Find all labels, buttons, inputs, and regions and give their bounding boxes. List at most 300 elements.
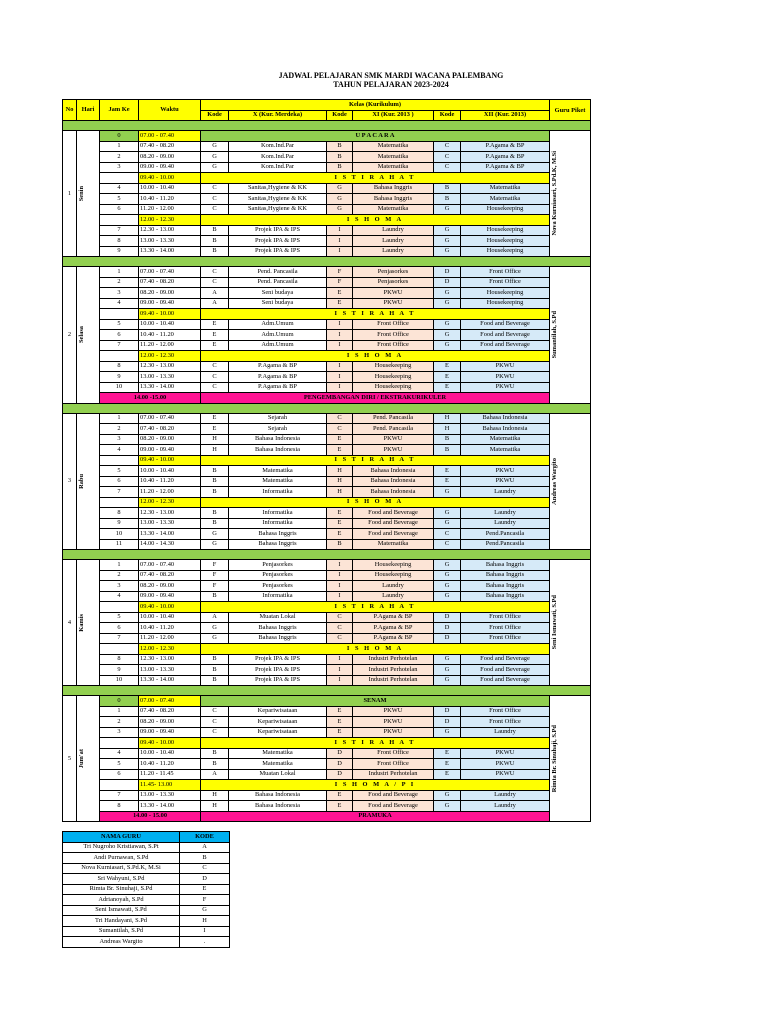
code-xii: G (434, 298, 461, 309)
code-xi: G (327, 194, 353, 205)
subject-xii: Front Office (461, 717, 550, 728)
time-cell: 13.00 - 13.30 (139, 790, 201, 801)
jam-ke-cell (100, 455, 139, 466)
time-cell: 07.40 - 08.20 (139, 141, 201, 152)
code-x: G (201, 539, 229, 550)
subject-xii: Front Office (461, 706, 550, 717)
subject-xi: PKWU (353, 288, 434, 299)
subject-xi: Laundry (353, 591, 434, 602)
jam-ke-cell: 9 (100, 372, 139, 383)
teacher-name: Adrianoyah, S.Pd (63, 895, 180, 906)
teacher-code: D (180, 874, 230, 885)
table-row (63, 466, 591, 477)
code-xi: I (327, 319, 353, 330)
subject-xii: P.Agama & BP (461, 141, 550, 152)
subject-xi: Housekeeping (353, 560, 434, 571)
subject-xi: Food and Beverage (353, 801, 434, 812)
code-x: H (201, 445, 229, 456)
doc-title: JADWAL PELAJARAN SMK MARDI WACANA PALEMBANG (278, 71, 504, 80)
code-x: C (201, 717, 229, 728)
subject-xi: P.Agama & BP (353, 633, 434, 644)
jam-ke-cell: 3 (100, 434, 139, 445)
header-row-1 (63, 100, 591, 111)
subject-x: Kom.Ind.Par (229, 152, 327, 163)
table-row (63, 382, 591, 393)
jam-ke-cell: 1 (100, 706, 139, 717)
time-cell: 13.00 - 13.30 (139, 665, 201, 676)
jam-ke-cell: 10 (100, 382, 139, 393)
table-row (63, 759, 591, 770)
jam-ke-cell: 7 (100, 225, 139, 236)
code-xi: H (327, 487, 353, 498)
code-x: B (201, 518, 229, 529)
time-cell: 14.00 - 15.00 (100, 811, 201, 822)
table-row (63, 518, 591, 529)
code-xi: I (327, 675, 353, 686)
teacher-code: H (180, 916, 230, 927)
code-xii: G (434, 801, 461, 812)
activity-label: I S T I R A H A T (201, 455, 550, 466)
code-xii: G (434, 225, 461, 236)
table-row (63, 162, 591, 173)
table-row (63, 173, 591, 184)
subject-x: Kom.Ind.Par (229, 162, 327, 173)
code-xii: G (434, 246, 461, 257)
table-row (63, 183, 591, 194)
code-xi: I (327, 246, 353, 257)
subject-xi: Food and Beverage (353, 790, 434, 801)
time-cell: 07.00 - 07.40 (139, 267, 201, 278)
code-xii: D (434, 612, 461, 623)
code-x: B (201, 748, 229, 759)
col-kode-x: Kode (201, 110, 229, 121)
subject-xi: Penjasorkes (353, 277, 434, 288)
subject-x: Projek IPA & IPS (229, 236, 327, 247)
code-xii: G (434, 790, 461, 801)
code-xi: I (327, 570, 353, 581)
jam-ke-cell: 1 (100, 141, 139, 152)
subject-xii: Housekeeping (461, 246, 550, 257)
subject-xi: Front Office (353, 340, 434, 351)
teacher-row (63, 937, 230, 948)
table-row (63, 141, 591, 152)
time-cell: 10.40 - 11.20 (139, 476, 201, 487)
jam-ke-cell: 7 (100, 340, 139, 351)
subject-xii: Laundry (461, 790, 550, 801)
duty-teacher-name: Sumantilah, S.Pd (551, 311, 558, 359)
table-row (63, 717, 591, 728)
separator-cell (63, 686, 591, 696)
time-cell: 11.45- 13.00 (139, 780, 201, 791)
time-cell: 07.00 - 07.40 (139, 413, 201, 424)
jam-ke-cell: 2 (100, 424, 139, 435)
subject-x: Bahasa Indonesia (229, 801, 327, 812)
time-cell: 11.20 - 12.00 (139, 204, 201, 215)
code-xi: C (327, 623, 353, 634)
code-xii: G (434, 665, 461, 676)
code-xii: D (434, 633, 461, 644)
code-xi: C (327, 424, 353, 435)
day-name: Rabu (78, 473, 85, 489)
day-separator (63, 403, 591, 413)
time-cell: 09.00 - 09.40 (139, 591, 201, 602)
code-xii: C (434, 152, 461, 163)
code-xi: I (327, 591, 353, 602)
table-row (63, 476, 591, 487)
jam-ke-cell: 5 (100, 319, 139, 330)
table-row (63, 225, 591, 236)
subject-x: Matematika (229, 748, 327, 759)
time-cell: 09.40 - 10.00 (139, 602, 201, 613)
table-row (63, 246, 591, 257)
duty-teacher-name: Nova Kurniasari, S.Pd.K, M.Si (551, 151, 558, 236)
code-xi: B (327, 141, 353, 152)
time-cell: 09.00 - 09.40 (139, 298, 201, 309)
subject-x: Matematika (229, 476, 327, 487)
code-xii: D (434, 717, 461, 728)
code-xii: G (434, 319, 461, 330)
jam-ke-cell: 0 (100, 131, 139, 142)
time-cell: 10.00 - 10.40 (139, 319, 201, 330)
col-kode-xii: Kode (434, 110, 461, 121)
teacher-code: A (180, 842, 230, 853)
subject-xii: Bahasa Inggris (461, 560, 550, 571)
time-cell: 12.30 - 13.00 (139, 225, 201, 236)
jam-ke-cell: 4 (100, 748, 139, 759)
teacher-name: Nova Kurniasari, S.Pd.K, M.Si (63, 863, 180, 874)
subject-xi: P.Agama & BP (353, 612, 434, 623)
code-xii: D (434, 267, 461, 278)
subject-xii: Front Office (461, 623, 550, 634)
code-xi: I (327, 340, 353, 351)
subject-x: Penjasorkes (229, 581, 327, 592)
table-row (63, 319, 591, 330)
subject-x: Sejarah (229, 413, 327, 424)
time-cell: 07.40 - 08.20 (139, 570, 201, 581)
table-row (63, 372, 591, 383)
subject-xii: Laundry (461, 727, 550, 738)
table-row (63, 529, 591, 540)
code-x: C (201, 361, 229, 372)
code-xi: E (327, 445, 353, 456)
teacher-name: Sri Wahyuni, S.Pd (63, 874, 180, 885)
code-x: A (201, 298, 229, 309)
subject-xi: Industri Perhotelan (353, 769, 434, 780)
table-row (63, 801, 591, 812)
code-xii: C (434, 529, 461, 540)
subject-xii: P.Agama & BP (461, 162, 550, 173)
jam-ke-cell: 4 (100, 591, 139, 602)
subject-x: Adm.Umum (229, 330, 327, 341)
duty-teacher-name: Andreas Wargito (551, 457, 558, 505)
subject-x: Bahasa Indonesia (229, 790, 327, 801)
teacher-header-row (63, 832, 230, 843)
subject-xi: Food and Beverage (353, 518, 434, 529)
subject-xi: Laundry (353, 581, 434, 592)
subject-xii: Matematika (461, 445, 550, 456)
teacher-row (63, 884, 230, 895)
table-row (63, 131, 591, 142)
table-row (63, 393, 591, 404)
activity-label: I S H O M A (201, 644, 550, 655)
code-x: F (201, 581, 229, 592)
table-row (63, 612, 591, 623)
jam-ke-cell (100, 309, 139, 320)
subject-x: Adm.Umum (229, 340, 327, 351)
code-xi: I (327, 665, 353, 676)
time-cell: 11.20 - 12.00 (139, 487, 201, 498)
table-row (63, 633, 591, 644)
code-x: C (201, 204, 229, 215)
table-row (63, 738, 591, 749)
subject-xi: PKWU (353, 717, 434, 728)
subject-xi: Matematika (353, 539, 434, 550)
jam-ke-cell: 2 (100, 152, 139, 163)
subject-xi: Bahasa Indonesia (353, 487, 434, 498)
table-row (63, 267, 591, 278)
teacher-code: . (180, 937, 230, 948)
code-x: G (201, 152, 229, 163)
time-cell: 13.30 - 14.00 (139, 675, 201, 686)
subject-xii: PKWU (461, 759, 550, 770)
subject-x: Bahasa Indonesia (229, 434, 327, 445)
table-row (63, 581, 591, 592)
table-row (63, 340, 591, 351)
subject-xi: Matematika (353, 141, 434, 152)
subject-xi: Penjasorkes (353, 267, 434, 278)
code-xi: I (327, 560, 353, 571)
subject-x: Sanitas,Hygiene & KK (229, 183, 327, 194)
time-cell: 10.40 - 11.20 (139, 759, 201, 770)
subject-xi: Laundry (353, 225, 434, 236)
subject-x: Pend. Pancasila (229, 267, 327, 278)
code-xii: C (434, 141, 461, 152)
subject-x: Bahasa Inggris (229, 539, 327, 550)
subject-x: Informatika (229, 591, 327, 602)
subject-x: Kepariwisataan (229, 727, 327, 738)
code-x: H (201, 801, 229, 812)
time-cell: 09.40 - 10.00 (139, 738, 201, 749)
time-cell: 13.00 - 13.30 (139, 518, 201, 529)
separator-cell (63, 121, 591, 131)
subject-xii: PKWU (461, 466, 550, 477)
subject-x: P.Agama & BP (229, 361, 327, 372)
subject-x: Matematika (229, 466, 327, 477)
table-row (63, 288, 591, 299)
col-no: No (63, 100, 77, 121)
jam-ke-cell: 1 (100, 267, 139, 278)
subject-x: Informatika (229, 518, 327, 529)
code-x: B (201, 225, 229, 236)
activity-label: I S T I R A H A T (201, 309, 550, 320)
teacher-row (63, 853, 230, 864)
jam-ke-cell (100, 351, 139, 362)
code-x: G (201, 529, 229, 540)
col-guru-piket: Guru Piket (550, 100, 591, 121)
time-cell: 13.30 - 14.00 (139, 801, 201, 812)
subject-x: Muatan Lokal (229, 769, 327, 780)
table-row (63, 748, 591, 759)
table-row (63, 706, 591, 717)
code-x: B (201, 591, 229, 602)
table-row (63, 790, 591, 801)
code-x: B (201, 759, 229, 770)
time-cell: 12.00 - 12.30 (139, 497, 201, 508)
subject-xii: PKWU (461, 382, 550, 393)
jam-ke-cell: 11 (100, 539, 139, 550)
code-xii: H (434, 424, 461, 435)
table-row (63, 654, 591, 665)
subject-x: Bahasa Indonesia (229, 445, 327, 456)
day-number: 4 (63, 560, 77, 686)
time-cell: 09.40 - 10.00 (139, 309, 201, 320)
code-xii: E (434, 382, 461, 393)
duty-teacher-cell (550, 413, 591, 550)
code-xi: B (327, 539, 353, 550)
time-cell: 07.00 - 07.40 (139, 696, 201, 707)
teacher-name: Tri Handayani, S.Pd (63, 916, 180, 927)
code-xii: G (434, 518, 461, 529)
subject-x: Sanitas,Hygiene & KK (229, 194, 327, 205)
code-x: A (201, 288, 229, 299)
code-xii: E (434, 466, 461, 477)
day-separator (63, 550, 591, 560)
table-row (63, 539, 591, 550)
subject-x: Adm.Umum (229, 319, 327, 330)
code-xi: E (327, 508, 353, 519)
code-xii: C (434, 162, 461, 173)
table-row (63, 455, 591, 466)
jam-ke-cell: 2 (100, 277, 139, 288)
time-cell: 10.00 - 10.40 (139, 466, 201, 477)
code-xi: H (327, 476, 353, 487)
subject-xii: Bahasa Inggris (461, 570, 550, 581)
code-x: C (201, 194, 229, 205)
table-row (63, 570, 591, 581)
code-x: B (201, 654, 229, 665)
day-separator (63, 686, 591, 696)
code-xii: E (434, 361, 461, 372)
code-x: B (201, 487, 229, 498)
code-xi: B (327, 162, 353, 173)
activity-label: U P A C A R A (201, 131, 550, 142)
time-cell: 07.00 - 07.40 (139, 131, 201, 142)
col-hari: Hari (77, 100, 100, 121)
separator-cell (63, 550, 591, 560)
teacher-row (63, 874, 230, 885)
jam-ke-cell: 3 (100, 162, 139, 173)
duty-teacher-cell (550, 131, 591, 257)
subject-xii: Matematika (461, 183, 550, 194)
code-xii: E (434, 748, 461, 759)
subject-xi: Food and Beverage (353, 529, 434, 540)
subject-x: Pend. Pancasila (229, 277, 327, 288)
time-cell: 10.40 - 11.20 (139, 194, 201, 205)
time-cell: 12.00 - 12.30 (139, 644, 201, 655)
code-x: G (201, 623, 229, 634)
jam-ke-cell: 7 (100, 487, 139, 498)
table-row (63, 591, 591, 602)
code-xi: E (327, 288, 353, 299)
subject-xi: Bahasa Inggris (353, 183, 434, 194)
time-cell: 14.00 -15.00 (100, 393, 201, 404)
table-row (63, 215, 591, 226)
code-xii: G (434, 236, 461, 247)
code-xii: E (434, 759, 461, 770)
code-x: C (201, 706, 229, 717)
code-xi: I (327, 382, 353, 393)
table-row (63, 236, 591, 247)
subject-xi: Front Office (353, 319, 434, 330)
jam-ke-cell (100, 602, 139, 613)
jam-ke-cell: 2 (100, 570, 139, 581)
time-cell: 08.20 - 09.00 (139, 434, 201, 445)
table-row (63, 152, 591, 163)
table-row (63, 696, 591, 707)
jam-ke-cell: 10 (100, 675, 139, 686)
time-cell: 08.20 - 09.00 (139, 717, 201, 728)
jam-ke-cell: 8 (100, 236, 139, 247)
subject-xii: Laundry (461, 487, 550, 498)
subject-xii: Front Office (461, 277, 550, 288)
code-xi: G (327, 204, 353, 215)
code-x: C (201, 382, 229, 393)
teacher-row (63, 863, 230, 874)
time-cell: 07.00 - 07.40 (139, 560, 201, 571)
code-xi: I (327, 361, 353, 372)
activity-label: I S H O M A (201, 497, 550, 508)
code-xii: E (434, 476, 461, 487)
time-cell: 10.00 - 10.40 (139, 612, 201, 623)
code-xii: G (434, 288, 461, 299)
code-xii: G (434, 560, 461, 571)
subject-xii: PKWU (461, 361, 550, 372)
subject-xi: Pend. Pancasila (353, 424, 434, 435)
subject-xii: Bahasa Indonesia (461, 413, 550, 424)
teacher-row (63, 842, 230, 853)
code-x: B (201, 675, 229, 686)
jam-ke-cell: 2 (100, 717, 139, 728)
subject-xii: Bahasa Indonesia (461, 424, 550, 435)
code-xi: E (327, 801, 353, 812)
code-x: A (201, 612, 229, 623)
code-xii: G (434, 581, 461, 592)
time-cell: 11.20 - 12.00 (139, 633, 201, 644)
subject-x: P.Agama & BP (229, 372, 327, 383)
table-row (63, 351, 591, 362)
code-xii: D (434, 277, 461, 288)
table-row (63, 602, 591, 613)
jam-ke-cell: 6 (100, 769, 139, 780)
code-xi: E (327, 727, 353, 738)
jam-ke-cell (100, 644, 139, 655)
code-xii: G (434, 330, 461, 341)
code-x: C (201, 372, 229, 383)
subject-xii: Housekeeping (461, 298, 550, 309)
subject-x: Bahasa Inggris (229, 633, 327, 644)
doc-subtitle: TAHUN PELAJARAN 2023-2024 (333, 80, 449, 89)
subject-x: Kepariwisataan (229, 717, 327, 728)
teacher-code: C (180, 863, 230, 874)
teacher-name: Rimta Br. Sinuhaji, S.Pd (63, 884, 180, 895)
subject-x: Penjasorkes (229, 560, 327, 571)
activity-label: PENGEMBANGAN DIRI / EKSTRAKURIKULER (201, 393, 550, 404)
subject-xii: Housekeeping (461, 236, 550, 247)
jam-ke-cell: 3 (100, 288, 139, 299)
subject-x: Kom.Ind.Par (229, 141, 327, 152)
code-xii: G (434, 591, 461, 602)
table-row (63, 361, 591, 372)
